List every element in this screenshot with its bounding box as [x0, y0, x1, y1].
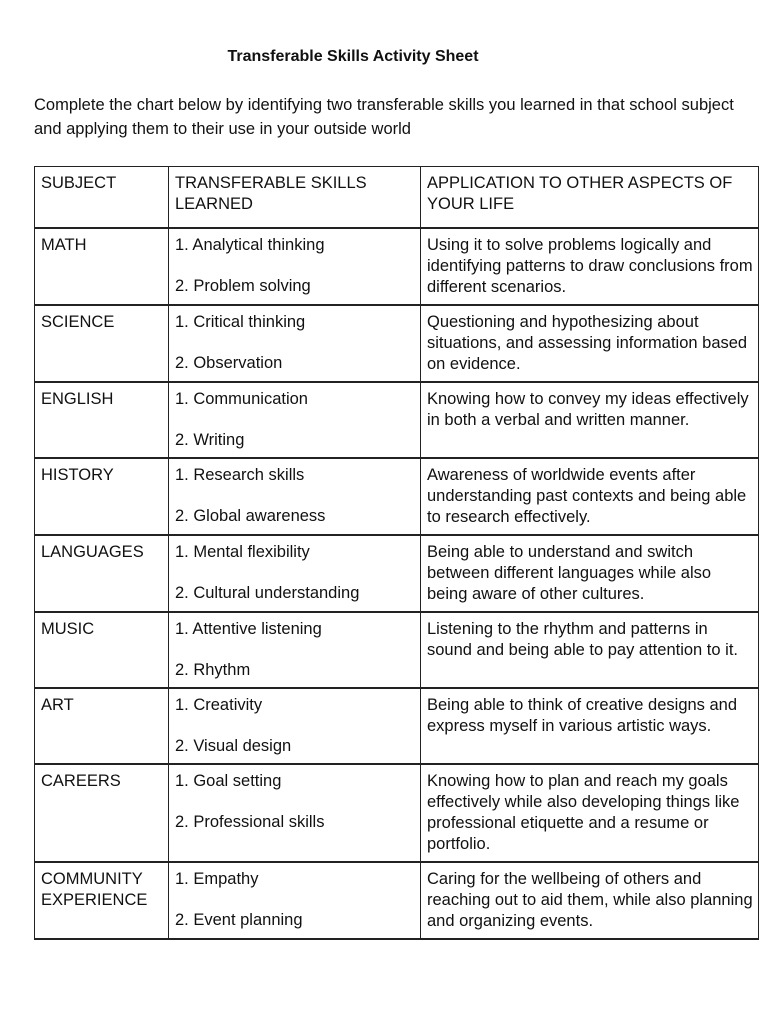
table-row — [35, 764, 759, 862]
application-cell: Being able to think of creative designs and express myself in various artistic ways. — [421, 688, 759, 764]
application-cell: Knowing how to plan and reach my goals effectively while also developing things like professional etiquette and a resume or portfolio. — [421, 764, 759, 862]
skills-chart-table — [34, 166, 759, 940]
subject-cell: COMMUNITY EXPERIENCE — [35, 862, 169, 939]
subject-cell: ENGLISH — [35, 382, 169, 458]
subject-cell: SCIENCE — [35, 305, 169, 382]
instructions-text: Complete the chart below by identifying two transferable skills you learned in that school subject and applying them to their use in your outside world — [34, 96, 734, 138]
header-skills: TRANSFERABLE SKILLS LEARNED — [169, 167, 421, 228]
subject-cell: MUSIC — [35, 612, 169, 688]
skill-one: 1. Analytical thinking — [175, 235, 325, 254]
skill-two: 2. Rhythm — [175, 660, 251, 679]
skill-two: 2. Cultural understanding — [175, 583, 360, 602]
header-subject: SUBJECT — [35, 167, 169, 228]
skill-two: 2. Observation — [175, 353, 283, 372]
table-row — [35, 458, 759, 535]
skill-two: 2. Professional skills — [175, 812, 325, 831]
skill-one: 1. Goal setting — [175, 771, 282, 790]
header-application: APPLICATION TO OTHER ASPECTS OF YOUR LIFE — [421, 167, 759, 228]
skills-cell — [169, 612, 421, 688]
skills-cell — [169, 764, 421, 862]
skill-two: 2. Global awareness — [175, 506, 326, 525]
table-body — [35, 228, 759, 939]
table-row — [35, 862, 759, 939]
application-cell: Awareness of worldwide events after understanding past contexts and being able to research effectively. — [421, 458, 759, 535]
skill-one: 1. Attentive listening — [175, 619, 322, 638]
application-cell: Listening to the rhythm and patterns in sound and being able to pay attention to it. — [421, 612, 759, 688]
subject-cell: HISTORY — [35, 458, 169, 535]
skill-one: 1. Empathy — [175, 869, 259, 888]
table-row — [35, 382, 759, 458]
skill-two: 2. Problem solving — [175, 276, 311, 295]
application-cell: Using it to solve problems logically and identifying patterns to draw conclusions from different scenarios. — [421, 228, 759, 305]
skill-one: 1. Communication — [175, 389, 308, 408]
skills-cell — [169, 862, 421, 939]
skills-cell — [169, 688, 421, 764]
table-row — [35, 688, 759, 764]
skills-cell — [169, 535, 421, 612]
skills-cell — [169, 382, 421, 458]
table-row — [35, 612, 759, 688]
skill-two: 2. Event planning — [175, 910, 303, 929]
table-row — [35, 535, 759, 612]
subject-cell: ART — [35, 688, 169, 764]
table-header-row — [35, 167, 759, 228]
page-title: Transferable Skills Activity Sheet — [227, 48, 479, 65]
skill-one: 1. Mental flexibility — [175, 542, 310, 561]
table-row — [35, 305, 759, 382]
skill-two: 2. Visual design — [175, 736, 292, 755]
skill-two: 2. Writing — [175, 430, 245, 449]
application-cell: Being able to understand and switch between different languages while also being aware of other cultures. — [421, 535, 759, 612]
skill-one: 1. Critical thinking — [175, 312, 306, 331]
skills-cell — [169, 228, 421, 305]
subject-cell: CAREERS — [35, 764, 169, 862]
skills-cell — [169, 305, 421, 382]
application-cell: Knowing how to convey my ideas effectively in both a verbal and written manner. — [421, 382, 759, 458]
table-row — [35, 228, 759, 305]
application-cell: Caring for the wellbeing of others and reaching out to aid them, while also planning and organizing events. — [421, 862, 759, 939]
skills-cell — [169, 458, 421, 535]
subject-cell: LANGUAGES — [35, 535, 169, 612]
subject-cell: MATH — [35, 228, 169, 305]
application-cell: Questioning and hypothesizing about situations, and assessing information based on evidence. — [421, 305, 759, 382]
skill-one: 1. Research skills — [175, 465, 305, 484]
skill-one: 1. Creativity — [175, 695, 263, 714]
